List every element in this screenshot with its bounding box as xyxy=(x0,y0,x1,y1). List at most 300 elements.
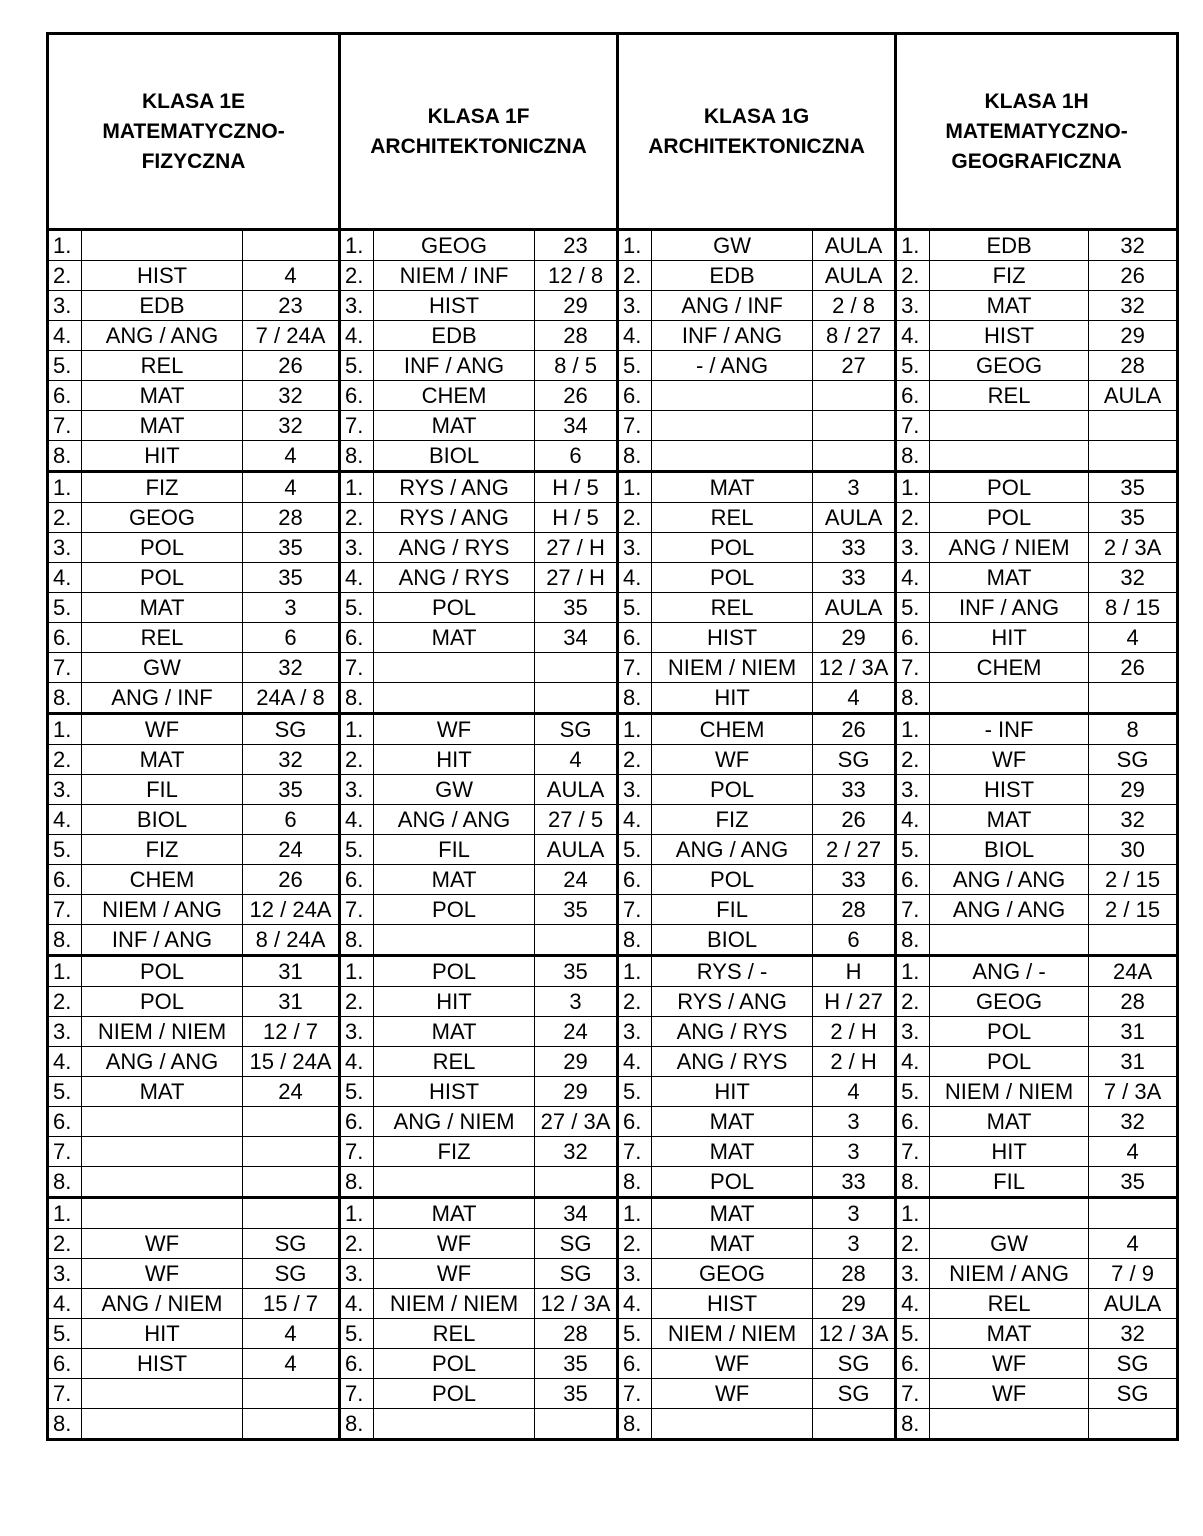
subject-cell: BIOL xyxy=(82,805,243,835)
period-number: 5. xyxy=(48,593,82,623)
lesson-row xyxy=(48,714,1178,745)
room-cell: 12 / 24A xyxy=(243,895,340,925)
room-cell: 12 / 8 xyxy=(535,261,618,291)
room-cell: 4 xyxy=(813,683,896,714)
subject-cell: REL xyxy=(652,503,813,533)
period-number: 7. xyxy=(340,895,374,925)
room-cell xyxy=(243,230,340,261)
period-number: 3. xyxy=(896,1017,930,1047)
period-number: 1. xyxy=(618,472,652,503)
room-cell xyxy=(243,1379,340,1409)
room-cell: AULA xyxy=(813,230,896,261)
subject-cell xyxy=(930,925,1089,956)
lesson-row xyxy=(48,1349,1178,1379)
period-number: 1. xyxy=(48,230,82,261)
room-cell: 32 xyxy=(243,745,340,775)
room-cell xyxy=(243,1409,340,1440)
subject-cell xyxy=(82,1409,243,1440)
room-cell: H / 5 xyxy=(535,472,618,503)
room-cell: 7 / 24A xyxy=(243,321,340,351)
room-cell: H / 27 xyxy=(813,987,896,1017)
subject-cell: MAT xyxy=(374,865,535,895)
period-number: 3. xyxy=(48,291,82,321)
class-title-line: KLASA 1F xyxy=(427,104,530,128)
room-cell xyxy=(535,653,618,683)
lesson-row xyxy=(48,261,1178,291)
period-number: 2. xyxy=(340,503,374,533)
period-number: 6. xyxy=(48,623,82,653)
room-cell: SG xyxy=(535,714,618,745)
room-cell: 32 xyxy=(243,381,340,411)
room-cell: 35 xyxy=(535,1349,618,1379)
period-number: 8. xyxy=(896,1167,930,1198)
room-cell: 8 / 27 xyxy=(813,321,896,351)
room-cell: 4 xyxy=(1089,623,1178,653)
period-number: 8. xyxy=(340,683,374,714)
class-title-line: ARCHITEKTONICZNA xyxy=(370,134,587,158)
room-cell: 26 xyxy=(243,865,340,895)
period-number: 4. xyxy=(340,1289,374,1319)
subject-cell: - INF xyxy=(930,714,1089,745)
subject-cell: MAT xyxy=(930,291,1089,321)
subject-cell xyxy=(374,925,535,956)
room-cell xyxy=(1089,1198,1178,1229)
period-number: 6. xyxy=(48,1349,82,1379)
room-cell: 31 xyxy=(1089,1047,1178,1077)
class-header-3 xyxy=(896,34,1178,230)
room-cell: 4 xyxy=(243,441,340,472)
room-cell: AULA xyxy=(535,835,618,865)
subject-cell: HIT xyxy=(930,1137,1089,1167)
room-cell xyxy=(243,1167,340,1198)
subject-cell: REL xyxy=(930,381,1089,411)
subject-cell: MAT xyxy=(82,381,243,411)
subject-cell: MAT xyxy=(652,1229,813,1259)
subject-cell: MAT xyxy=(82,411,243,441)
room-cell: 4 xyxy=(243,1319,340,1349)
subject-cell: HIST xyxy=(652,623,813,653)
period-number: 6. xyxy=(618,381,652,411)
period-number: 7. xyxy=(618,653,652,683)
period-number: 3. xyxy=(48,1017,82,1047)
room-cell: SG xyxy=(1089,1379,1178,1409)
subject-cell: NIEM / NIEM xyxy=(652,1319,813,1349)
subject-cell: NIEM / INF xyxy=(374,261,535,291)
subject-cell: HIT xyxy=(652,683,813,714)
room-cell: SG xyxy=(243,1259,340,1289)
period-number: 7. xyxy=(618,411,652,441)
period-number: 1. xyxy=(48,956,82,987)
room-cell: 3 xyxy=(813,1107,896,1137)
timetable xyxy=(46,32,1179,1441)
room-cell: 32 xyxy=(1089,1107,1178,1137)
lesson-row xyxy=(48,653,1178,683)
subject-cell xyxy=(652,411,813,441)
room-cell: 3 xyxy=(813,1229,896,1259)
room-cell: 26 xyxy=(1089,261,1178,291)
subject-cell: WF xyxy=(374,714,535,745)
room-cell: 28 xyxy=(1089,987,1178,1017)
subject-cell: RYS / ANG xyxy=(374,472,535,503)
subject-cell: ANG / INF xyxy=(82,683,243,714)
period-number: 5. xyxy=(618,351,652,381)
class-header-1 xyxy=(340,34,618,230)
period-number: 5. xyxy=(48,1319,82,1349)
subject-cell: ANG / RYS xyxy=(374,563,535,593)
subject-cell: CHEM xyxy=(82,865,243,895)
period-number: 7. xyxy=(896,1137,930,1167)
class-header-0 xyxy=(48,34,340,230)
lesson-row xyxy=(48,381,1178,411)
room-cell: AULA xyxy=(813,261,896,291)
period-number: 8. xyxy=(896,683,930,714)
subject-cell: MAT xyxy=(374,1198,535,1229)
period-number: 1. xyxy=(340,1198,374,1229)
period-number: 2. xyxy=(896,745,930,775)
period-number: 2. xyxy=(896,1229,930,1259)
lesson-row xyxy=(48,351,1178,381)
room-cell: 28 xyxy=(813,895,896,925)
period-number: 1. xyxy=(48,1198,82,1229)
room-cell: 28 xyxy=(535,321,618,351)
subject-cell xyxy=(374,1167,535,1198)
period-number: 4. xyxy=(48,321,82,351)
period-number: 5. xyxy=(340,835,374,865)
period-number: 1. xyxy=(618,230,652,261)
room-cell: SG xyxy=(1089,1349,1178,1379)
lesson-row xyxy=(48,775,1178,805)
room-cell: 33 xyxy=(813,775,896,805)
room-cell: 6 xyxy=(813,925,896,956)
period-number: 2. xyxy=(896,987,930,1017)
subject-cell: POL xyxy=(652,865,813,895)
period-number: 3. xyxy=(48,1259,82,1289)
period-number: 1. xyxy=(340,472,374,503)
lesson-row xyxy=(48,987,1178,1017)
class-title-line: KLASA 1G xyxy=(703,104,810,128)
subject-cell: ANG / RYS xyxy=(652,1017,813,1047)
period-number: 2. xyxy=(48,745,82,775)
room-cell: 3 xyxy=(813,1137,896,1167)
period-number: 1. xyxy=(48,714,82,745)
room-cell: 15 / 24A xyxy=(243,1047,340,1077)
room-cell: 3 xyxy=(535,987,618,1017)
subject-cell xyxy=(652,381,813,411)
subject-cell: - / ANG xyxy=(652,351,813,381)
period-number: 2. xyxy=(340,745,374,775)
period-number: 8. xyxy=(340,441,374,472)
subject-cell: EDB xyxy=(82,291,243,321)
period-number: 7. xyxy=(340,1379,374,1409)
room-cell: 12 / 3A xyxy=(813,1319,896,1349)
period-number: 4. xyxy=(48,563,82,593)
subject-cell: NIEM / NIEM xyxy=(652,653,813,683)
room-cell: 35 xyxy=(1089,1167,1178,1198)
period-number: 1. xyxy=(618,714,652,745)
subject-cell: REL xyxy=(82,351,243,381)
subject-cell: HIT xyxy=(82,441,243,472)
room-cell xyxy=(813,381,896,411)
period-number: 5. xyxy=(896,835,930,865)
room-cell: 15 / 7 xyxy=(243,1289,340,1319)
room-cell: 12 / 3A xyxy=(813,653,896,683)
period-number: 3. xyxy=(618,775,652,805)
period-number: 4. xyxy=(618,1289,652,1319)
subject-cell: POL xyxy=(374,956,535,987)
room-cell: SG xyxy=(813,1379,896,1409)
room-cell: 7 / 9 xyxy=(1089,1259,1178,1289)
room-cell: 24 xyxy=(535,865,618,895)
subject-cell xyxy=(82,230,243,261)
subject-cell: MAT xyxy=(930,563,1089,593)
period-number: 5. xyxy=(340,351,374,381)
period-number: 1. xyxy=(618,956,652,987)
period-number: 5. xyxy=(618,1319,652,1349)
room-cell: 32 xyxy=(1089,805,1178,835)
room-cell xyxy=(1089,441,1178,472)
room-cell: 35 xyxy=(535,895,618,925)
room-cell: 27 / 5 xyxy=(535,805,618,835)
period-number: 6. xyxy=(896,865,930,895)
subject-cell: WF xyxy=(930,1379,1089,1409)
subject-cell: MAT xyxy=(374,411,535,441)
room-cell: 32 xyxy=(243,411,340,441)
class-title-line: KLASA 1E xyxy=(141,89,246,113)
lesson-row xyxy=(48,895,1178,925)
room-cell: 7 / 3A xyxy=(1089,1077,1178,1107)
subject-cell: GEOG xyxy=(930,351,1089,381)
period-number: 6. xyxy=(340,623,374,653)
subject-cell: GW xyxy=(930,1229,1089,1259)
subject-cell xyxy=(930,683,1089,714)
room-cell: SG xyxy=(813,1349,896,1379)
subject-cell: FIL xyxy=(374,835,535,865)
lesson-row xyxy=(48,925,1178,956)
period-number: 2. xyxy=(896,261,930,291)
subject-cell: MAT xyxy=(930,805,1089,835)
period-number: 6. xyxy=(896,381,930,411)
subject-cell: FIZ xyxy=(82,472,243,503)
class-title-line: MATEMATYCZNO- xyxy=(945,119,1128,143)
subject-cell: POL xyxy=(374,593,535,623)
room-cell: 2 / 15 xyxy=(1089,895,1178,925)
subject-cell: ANG / ANG xyxy=(374,805,535,835)
subject-cell: INF / ANG xyxy=(82,925,243,956)
period-number: 5. xyxy=(896,351,930,381)
room-cell: 31 xyxy=(243,987,340,1017)
period-number: 7. xyxy=(340,653,374,683)
subject-cell: GW xyxy=(374,775,535,805)
room-cell: 28 xyxy=(243,503,340,533)
room-cell: 23 xyxy=(243,291,340,321)
period-number: 2. xyxy=(618,261,652,291)
room-cell: AULA xyxy=(535,775,618,805)
period-number: 4. xyxy=(340,563,374,593)
period-number: 5. xyxy=(340,1077,374,1107)
period-number: 3. xyxy=(896,291,930,321)
period-number: 1. xyxy=(340,956,374,987)
period-number: 8. xyxy=(340,1167,374,1198)
subject-cell: NIEM / NIEM xyxy=(82,1017,243,1047)
subject-cell: ANG / RYS xyxy=(652,1047,813,1077)
lesson-row xyxy=(48,835,1178,865)
subject-cell: EDB xyxy=(930,230,1089,261)
period-number: 1. xyxy=(896,956,930,987)
subject-cell: REL xyxy=(374,1047,535,1077)
subject-cell: GW xyxy=(82,653,243,683)
subject-cell: ANG / ANG xyxy=(82,321,243,351)
period-number: 6. xyxy=(48,381,82,411)
room-cell: 32 xyxy=(1089,230,1178,261)
lesson-row xyxy=(48,441,1178,472)
period-number: 6. xyxy=(618,1349,652,1379)
subject-cell: RYS / - xyxy=(652,956,813,987)
period-number: 3. xyxy=(618,533,652,563)
subject-cell: ANG / ANG xyxy=(930,895,1089,925)
room-cell xyxy=(535,925,618,956)
period-number: 6. xyxy=(340,381,374,411)
subject-cell: NIEM / NIEM xyxy=(374,1289,535,1319)
period-number: 2. xyxy=(340,261,374,291)
room-cell: 12 / 7 xyxy=(243,1017,340,1047)
room-cell: 33 xyxy=(813,563,896,593)
lesson-row xyxy=(48,865,1178,895)
period-number: 2. xyxy=(618,1229,652,1259)
period-number: 2. xyxy=(48,987,82,1017)
lesson-row xyxy=(48,291,1178,321)
period-number: 7. xyxy=(896,411,930,441)
period-number: 5. xyxy=(48,1077,82,1107)
subject-cell: GEOG xyxy=(82,503,243,533)
room-cell: SG xyxy=(243,1229,340,1259)
period-number: 8. xyxy=(896,925,930,956)
subject-cell: ANG / - xyxy=(930,956,1089,987)
room-cell: AULA xyxy=(1089,1289,1178,1319)
period-number: 8. xyxy=(618,925,652,956)
subject-cell xyxy=(930,411,1089,441)
period-number: 1. xyxy=(896,714,930,745)
period-number: 6. xyxy=(618,1107,652,1137)
period-number: 8. xyxy=(48,1409,82,1440)
subject-cell: ANG / INF xyxy=(652,291,813,321)
room-cell: 34 xyxy=(535,1198,618,1229)
room-cell: 26 xyxy=(813,714,896,745)
subject-cell: INF / ANG xyxy=(652,321,813,351)
lesson-row xyxy=(48,1289,1178,1319)
room-cell: 35 xyxy=(243,563,340,593)
subject-cell xyxy=(652,441,813,472)
subject-cell xyxy=(374,653,535,683)
room-cell xyxy=(813,1409,896,1440)
room-cell: 2 / 15 xyxy=(1089,865,1178,895)
room-cell: 32 xyxy=(1089,563,1178,593)
room-cell: 4 xyxy=(243,1349,340,1379)
subject-cell xyxy=(930,1198,1089,1229)
room-cell: 8 xyxy=(1089,714,1178,745)
class-header-row xyxy=(48,34,1178,230)
period-number: 7. xyxy=(618,895,652,925)
period-number: 4. xyxy=(618,563,652,593)
room-cell: 24A / 8 xyxy=(243,683,340,714)
lesson-row xyxy=(48,230,1178,261)
subject-cell: MAT xyxy=(652,472,813,503)
room-cell: 2 / 8 xyxy=(813,291,896,321)
period-number: 4. xyxy=(896,321,930,351)
subject-cell: MAT xyxy=(82,593,243,623)
period-number: 6. xyxy=(48,865,82,895)
room-cell: 24 xyxy=(243,835,340,865)
timetable-sheet xyxy=(46,32,1176,1441)
subject-cell: POL xyxy=(82,987,243,1017)
room-cell: 4 xyxy=(1089,1137,1178,1167)
period-number: 8. xyxy=(48,925,82,956)
room-cell: 6 xyxy=(243,805,340,835)
subject-cell: NIEM / ANG xyxy=(82,895,243,925)
subject-cell: MAT xyxy=(374,1017,535,1047)
period-number: 8. xyxy=(48,441,82,472)
subject-cell: POL xyxy=(930,1017,1089,1047)
room-cell: 3 xyxy=(813,472,896,503)
subject-cell: HIST xyxy=(930,775,1089,805)
class-header-2 xyxy=(618,34,896,230)
room-cell: 4 xyxy=(1089,1229,1178,1259)
subject-cell: WF xyxy=(930,745,1089,775)
subject-cell: POL xyxy=(374,895,535,925)
period-number: 5. xyxy=(340,593,374,623)
room-cell: 4 xyxy=(243,261,340,291)
lesson-row xyxy=(48,503,1178,533)
subject-cell: MAT xyxy=(374,623,535,653)
subject-cell: WF xyxy=(82,714,243,745)
subject-cell: POL xyxy=(652,563,813,593)
room-cell xyxy=(535,1167,618,1198)
subject-cell xyxy=(82,1137,243,1167)
room-cell: 2 / 3A xyxy=(1089,533,1178,563)
subject-cell xyxy=(82,1167,243,1198)
subject-cell: FIZ xyxy=(374,1137,535,1167)
period-number: 5. xyxy=(618,835,652,865)
room-cell: 12 / 3A xyxy=(535,1289,618,1319)
subject-cell: INF / ANG xyxy=(930,593,1089,623)
room-cell: 8 / 15 xyxy=(1089,593,1178,623)
subject-cell: NIEM / NIEM xyxy=(930,1077,1089,1107)
room-cell: 33 xyxy=(813,865,896,895)
room-cell xyxy=(535,1409,618,1440)
period-number: 1. xyxy=(340,230,374,261)
room-cell: 32 xyxy=(1089,1319,1178,1349)
subject-cell: POL xyxy=(82,563,243,593)
period-number: 3. xyxy=(618,1017,652,1047)
lesson-row xyxy=(48,1379,1178,1409)
period-number: 8. xyxy=(340,925,374,956)
subject-cell: RYS / ANG xyxy=(652,987,813,1017)
subject-cell xyxy=(374,1409,535,1440)
subject-cell: HIT xyxy=(82,1319,243,1349)
subject-cell: ANG / NIEM xyxy=(930,533,1089,563)
period-number: 6. xyxy=(618,623,652,653)
period-number: 3. xyxy=(340,533,374,563)
room-cell: 27 / H xyxy=(535,563,618,593)
period-number: 4. xyxy=(618,321,652,351)
subject-cell: WF xyxy=(930,1349,1089,1379)
period-number: 5. xyxy=(340,1319,374,1349)
room-cell: 2 / H xyxy=(813,1017,896,1047)
room-cell: 29 xyxy=(535,1077,618,1107)
period-number: 4. xyxy=(48,1047,82,1077)
subject-cell: GEOG xyxy=(652,1259,813,1289)
subject-cell: HIT xyxy=(374,987,535,1017)
subject-cell: BIOL xyxy=(374,441,535,472)
